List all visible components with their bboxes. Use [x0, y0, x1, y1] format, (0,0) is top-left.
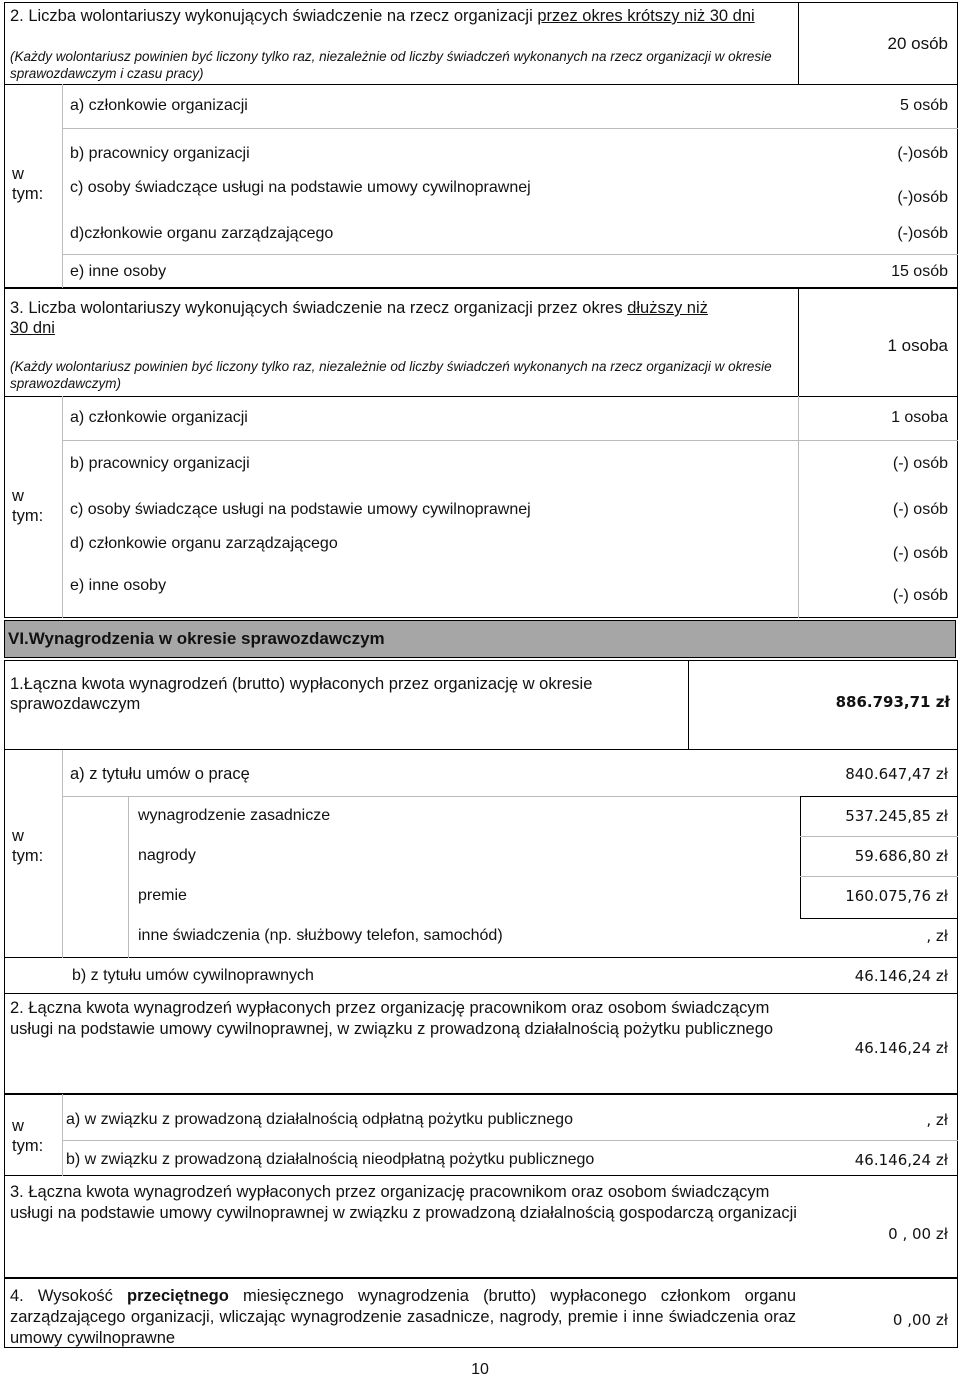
s3-item-b-label: b) pracownicy organizacji	[70, 455, 250, 472]
s3-item-a-value: 1 osoba	[891, 409, 948, 426]
s3-item-e-value: (-) osób	[892, 587, 948, 604]
q2-b-label: b) w związku z prowadzoną działalnością nieodpłatną pożytku publicznego	[66, 1151, 595, 1168]
q1-a-label: a) z tytułu umów o pracę	[70, 765, 250, 783]
q1-sub-3-label: premie	[138, 887, 187, 904]
q1-sub-1-value: 537.245,85 zł	[845, 807, 948, 825]
s2-item-b-label: b) pracownicy organizacji	[70, 145, 250, 162]
q1-sub-3-value: 160.075,76 zł	[845, 887, 948, 905]
s3-wtym: w tym:	[12, 487, 44, 525]
q4-label: 4. Wysokość przeciętnego miesięcznego wynagrodzenia (brutto) wypłaconego członkom organu zarządzającego organizacji, wliczając wynagrodzenie zasadnicze, nagrody, premie i inne świadczenia oraz umowy cywilnoprawne	[10, 1287, 796, 1347]
q1-sub-2-value: 59.686,80 zł	[854, 847, 948, 865]
q2-wtym: w tym:	[12, 1117, 44, 1155]
q3-value: 0 , 00 zł	[888, 1225, 948, 1243]
s3-item-c-label: c) osoby świadczące usługi na podstawie umowy cywilnoprawnej	[70, 501, 531, 518]
q2-b-value: 46.146,24 zł	[854, 1151, 948, 1169]
s2-item-d-label: d)członkowie organu zarządzającego	[70, 225, 334, 242]
vi-header-title: VI.Wynagrodzenia w okresie sprawozdawczym	[8, 629, 385, 648]
s2-item-d-value: (-)osób	[897, 225, 948, 242]
s3-title: 3. Liczba wolontariuszy wykonujących świadczenie na rzecz organizacji przez okres dłuższy niż 30 dni	[10, 299, 708, 337]
s2-item-c-label: c) osoby świadczące usługi na podstawie umowy cywilnoprawnej	[70, 179, 531, 196]
q1-a-value: 840.647,47 zł	[845, 765, 948, 783]
q1-sub-4-label: inne świadczenia (np. służbowy telefon, samochód)	[138, 927, 503, 944]
s2-wtym: w tym:	[12, 165, 44, 203]
s3-item-a-label: a) członkowie organizacji	[70, 409, 248, 426]
s2-total: 20 osób	[887, 34, 948, 53]
q1-wtym: w tym:	[12, 827, 44, 865]
s3-item-d-value: (-) osób	[892, 545, 948, 562]
s2-item-a-label: a) członkowie organizacji	[70, 97, 248, 114]
q1-value: 886.793,71 zł	[835, 693, 950, 711]
q1-b-value: 46.146,24 zł	[854, 967, 948, 985]
s2-item-b-value: (-)osób	[897, 145, 948, 162]
s2-item-a-value: 5 osób	[899, 97, 948, 114]
q2-a-label: a) w związku z prowadzoną działalnością odpłatną pożytku publicznego	[66, 1111, 573, 1128]
q1-sub-2-label: nagrody	[138, 847, 196, 864]
q2-label: 2. Łączna kwota wynagrodzeń wypłaconych przez organizację pracownikom oraz osobom świadczącym usługi na podstawie umowy cywilnoprawnej, w związku z prowadzoną działalnością pożytku publicznego	[10, 999, 774, 1038]
s3-item-c-value: (-) osób	[892, 501, 948, 518]
s2-item-c-value: (-)osób	[897, 189, 948, 206]
q2-value: 46.146,24 zł	[854, 1039, 948, 1057]
s2-note: (Każdy wolontariusz powinien być liczony tylko raz, niezależnie od liczby świadczeń wykonanych na rzecz organizacji w okresie sprawozdawczym i czasu pracy)	[10, 49, 772, 81]
s2-item-e-label: e) inne osoby	[70, 263, 167, 280]
q1-sub-1-label: wynagrodzenie zasadnicze	[138, 807, 331, 824]
q1-label: 1.Łączna kwota wynagrodzeń (brutto) wypłaconych przez organizację w okresie sprawozdawczym	[10, 675, 593, 713]
page-number: 10	[471, 1361, 489, 1378]
s3-note: (Każdy wolontariusz powinien być liczony tylko raz, niezależnie od liczby świadczeń wykonanych na rzecz organizacji w okresie sprawozdawczym)	[10, 359, 772, 391]
s2-item-e-value: 15 osób	[891, 263, 948, 280]
q1-b-label: b) z tytułu umów cywilnoprawnych	[72, 967, 314, 984]
q4-value: 0 ,00 zł	[892, 1311, 948, 1329]
s3-item-d-label: d) członkowie organu zarządzającego	[70, 535, 338, 552]
s3-total: 1 osoba	[887, 336, 948, 355]
s3-item-e-label: e) inne osoby	[70, 577, 167, 594]
q2-a-value: , zł	[926, 1111, 948, 1129]
q3-label: 3. Łączna kwota wynagrodzeń wypłaconych przez organizację pracownikom oraz osobom świadczącym usługi na podstawie umowy cywilnoprawnej w związku z prowadzoną działalnością gospodarczą organizacji	[10, 1183, 797, 1222]
s3-item-b-value: (-) osób	[892, 455, 948, 472]
q1-sub-4-value: , zł	[926, 927, 948, 945]
s2-title: 2. Liczba wolontariuszy wykonujących świadczenie na rzecz organizacji przez okres krótszy niż 30 dni	[10, 7, 755, 25]
